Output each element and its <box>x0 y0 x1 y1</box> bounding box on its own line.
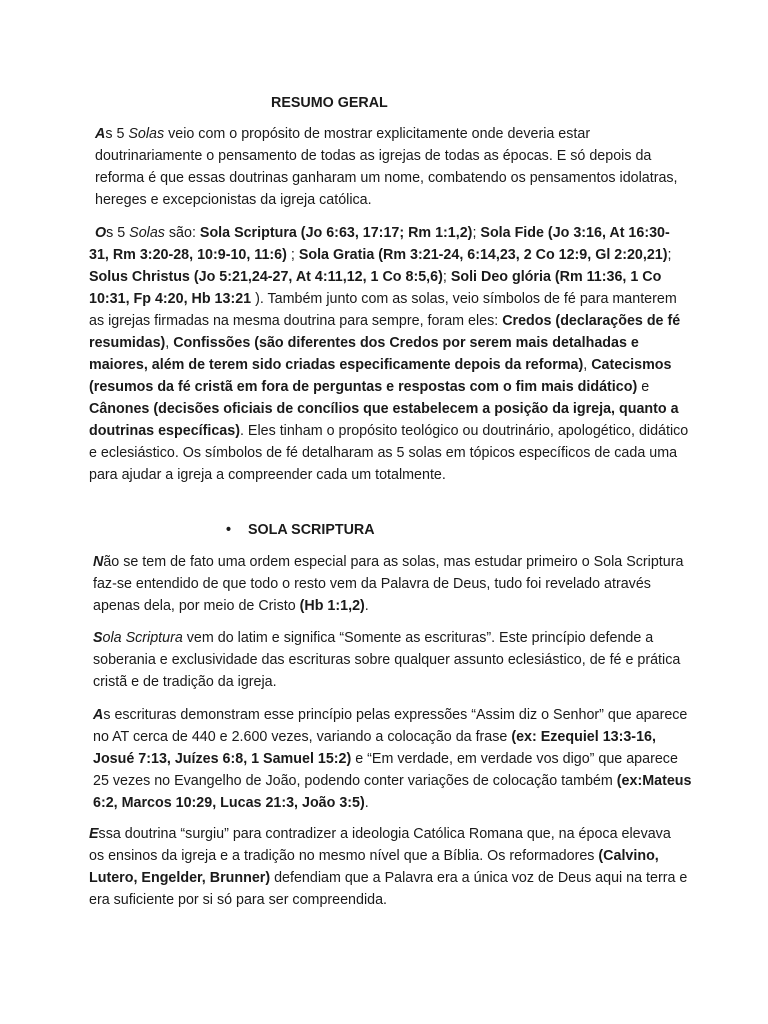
text-run: ). Também junto com as solas, veio símbolos de fé para manterem as igrejas firmadas na mesma doutrina para sempre, foram eles: <box>89 291 677 329</box>
bold-run: Catecismos (resumos da fé cristã em fora de perguntas e respostas com o fim mais didático) <box>89 357 672 395</box>
bold-run: Sola Scriptura (Jo 6:63, 17:17; Rm 1:1,2) <box>199 225 473 241</box>
text-run: ; <box>442 269 451 285</box>
bold-run: Soli Deo glória (Rm 11:36, 1 Co 10:31, Fp 4:20, Hb 13:21 <box>89 269 662 307</box>
text-run: , <box>583 357 592 373</box>
paragraph-order <box>93 551 693 617</box>
text-run: . <box>364 598 369 614</box>
paragraph-expressions <box>93 704 693 814</box>
bold-run: (ex:Mateus 6:2, Marcos 10:29, Lucas 21:3, João 3:5) <box>93 773 692 811</box>
text-run: ; <box>286 247 299 263</box>
dropcap: E <box>89 826 99 842</box>
text-run: veio com o propósito de mostrar explicitamente onde deveria estar doutrinariamente o pensamento de todas as igrejas de todas as épocas. E só depois da reforma é que essas doutrinas ganharam um nome, combatendo os pensamentos idolatras, hereges e excepcionistas da igreja católica. <box>95 126 678 208</box>
bold-run: Sola Gratia (Rm 3:21-24, 6:14,23, 2 Co 12:9, Gl 2:20,21) <box>298 247 668 263</box>
bold-run: (ex: Ezequiel 13:3-16, Josué 7:13, Juízes 6:8, 1 Samuel 15:2) <box>93 729 656 767</box>
paragraph-intro <box>95 123 695 211</box>
text-run: defendiam que a Palavra era a única voz de Deus aqui na terra e era suficiente por si só para ser compreendida. <box>89 870 688 908</box>
italic-run: Solas <box>129 225 165 241</box>
bold-run: (Hb 1:1,2) <box>299 598 365 614</box>
page-title: RESUMO GERAL <box>271 95 388 111</box>
italic-run: ola Scriptura <box>102 630 183 646</box>
bold-run: Cânones (decisões oficiais de concílios que estabelecem a posição da igreja, quanto a doutrinas específicas) <box>89 401 679 439</box>
bold-run: Confissões (são diferentes dos Credos por serem mais detalhadas e maiores, além de terem sido criadas especificamente depois da reforma) <box>89 335 639 373</box>
text-run: ão se tem de fato uma ordem especial para as solas, mas estudar primeiro o Sola Scriptura faz-se entendido de que todo o resto vem da Palavra de Deus, tudo foi revelado através apenas dela, por meio de Cristo <box>93 554 684 614</box>
paragraph-reformers <box>89 823 689 911</box>
text-run: , <box>165 335 174 351</box>
text-run: e <box>637 379 650 395</box>
dropcap: A <box>95 126 106 142</box>
bullet-icon: • <box>226 522 232 538</box>
dropcap: S <box>93 630 103 646</box>
bold-run: Solus Christus (Jo 5:21,24-27, At 4:11,12, 1 Co 8:5,6) <box>89 269 443 285</box>
text-run: s escrituras demonstram esse princípio pelas expressões “Assim diz o Senhor” que aparece no AT cerca de 440 e 2.600 vezes, variando a colocação da frase <box>93 707 688 745</box>
dropcap: A <box>93 707 104 723</box>
section-heading-label: SOLA SCRIPTURA <box>248 522 375 538</box>
section-heading <box>226 519 375 541</box>
italic-run: Solas <box>128 126 165 142</box>
text-run: vem do latim e significa “Somente as escrituras”. Este princípio defende a soberania e exclusividade das escrituras sobre qualquer assunto eclesiástico, de fé e prática cristã e de tradição da igreja. <box>93 630 681 690</box>
text-run: ssa doutrina “surgiu” para contradizer a ideologia Católica Romana que, na época elevava os ensinos da igreja e a tradição no mesmo nível que a Bíblia. Os reformadores <box>89 826 671 864</box>
text-run: e “Em verdade, em verdade vos digo” que aparece 25 vezes no Evangelho de João, podendo conter variações de colocação também <box>93 751 678 789</box>
dropcap: O <box>95 225 107 241</box>
text-run: s 5 <box>106 225 130 241</box>
bold-run: Sola Fide (Jo 3:16, At 16:30-31, Rm 3:20-28, 10:9-10, 11:6) <box>89 225 670 263</box>
text-run: são: <box>164 225 200 241</box>
dropcap: N <box>93 554 104 570</box>
text-run: . Eles tinham o propósito teológico ou doutrinário, apologético, didático e eclesiástico. Os símbolos de fé detalharam as 5 solas em tópicos específicos de cada uma para ajudar a igreja a compreender cada um totalmente. <box>89 423 689 483</box>
text-run: ; <box>472 225 481 241</box>
text-run: s 5 <box>105 126 129 142</box>
bold-run: (Calvino, Lutero, Engelder, Brunner) <box>89 848 659 886</box>
text-run: ; <box>667 247 672 263</box>
paragraph-solas <box>89 222 689 486</box>
bold-run: Credos (declarações de fé resumidas) <box>89 313 681 351</box>
paragraph-definition <box>93 627 693 693</box>
text-run: . <box>364 795 369 811</box>
